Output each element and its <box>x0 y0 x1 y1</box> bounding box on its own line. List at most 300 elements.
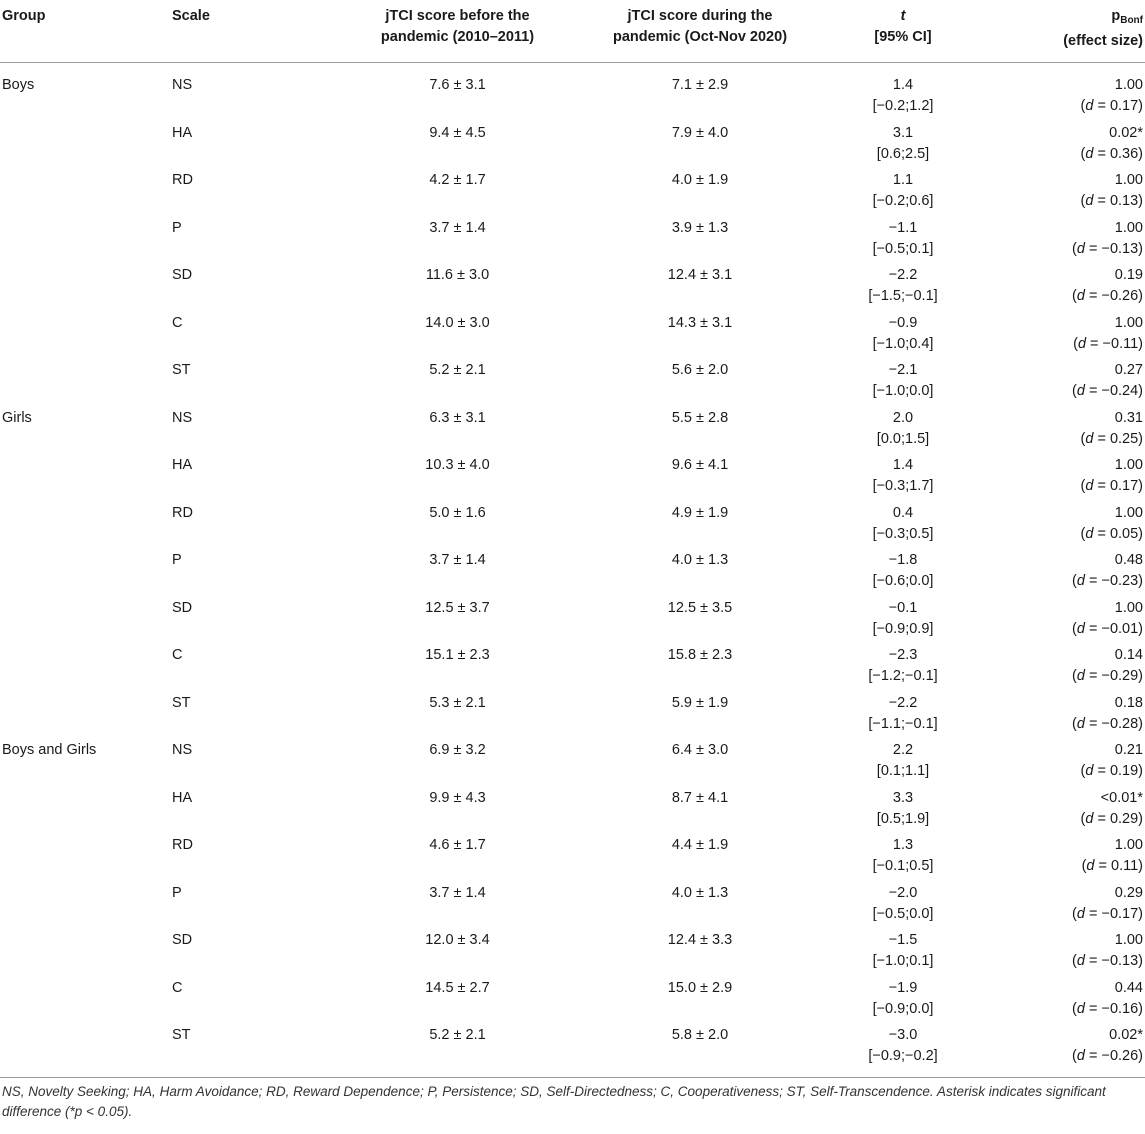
table-row <box>0 645 1145 693</box>
effect-d-symbol: d <box>1085 763 1094 779</box>
cell-scale: HA <box>172 457 193 473</box>
effect-d-value: = −0.16) <box>1088 1000 1143 1017</box>
effect-open-paren: ( <box>1072 953 1077 969</box>
cell-p-effect <box>1001 503 1145 551</box>
table-row <box>0 503 1145 551</box>
cell-group <box>0 265 172 313</box>
header-p <box>1001 0 1145 63</box>
cell-p-effect <box>1001 360 1145 408</box>
cell-p-value: 1.00 <box>1114 77 1143 93</box>
cell-during: 12.5 ± 3.5 <box>667 599 733 616</box>
cell-effect-size <box>1081 478 1144 494</box>
table-row <box>0 788 1145 836</box>
cell-t-ci <box>805 265 1001 313</box>
table-body <box>0 63 1145 1073</box>
cell-ci-value: [−1.5;−0.1] <box>868 288 938 304</box>
effect-d-symbol: d <box>1076 573 1085 589</box>
cell-t-ci <box>805 930 1001 978</box>
cell-p-effect <box>1001 313 1145 361</box>
cell-t-value: 1.1 <box>892 172 914 188</box>
effect-d-symbol: d <box>1085 810 1094 827</box>
cell-before: 6.3 ± 3.1 <box>429 409 486 426</box>
header-p-main: p <box>1111 8 1121 24</box>
cell-during: 9.6 ± 4.1 <box>671 457 729 473</box>
cell-ci-value: [−1.0;0.4] <box>872 335 934 352</box>
cell-group <box>0 598 172 646</box>
cell-group <box>0 123 172 171</box>
effect-d-symbol: d <box>1085 430 1094 447</box>
effect-d-value: = −0.01) <box>1088 620 1143 637</box>
cell-effect-size <box>1082 858 1143 874</box>
cell-t-value: 3.1 <box>892 124 914 141</box>
cell-p-value: 0.14 <box>1114 647 1143 663</box>
cell-p-effect <box>1001 835 1145 883</box>
cell-effect-size <box>1081 98 1144 114</box>
cell-t-ci <box>805 645 1001 693</box>
header-before <box>320 0 595 63</box>
cell-scale: SD <box>172 599 193 616</box>
header-scale: Scale <box>172 8 210 24</box>
cell-p-value: 0.31 <box>1114 409 1143 426</box>
cell-scale: RD <box>172 837 193 853</box>
effect-d-symbol: d <box>1085 525 1094 542</box>
cell-before: 6.9 ± 3.2 <box>429 742 486 758</box>
cell-t-ci <box>805 218 1001 266</box>
cell-before: 4.6 ± 1.7 <box>429 837 486 853</box>
cell-before: 14.0 ± 3.0 <box>425 314 490 331</box>
cell-before: 15.1 ± 2.3 <box>425 647 490 663</box>
effect-d-value: = −0.23) <box>1088 573 1143 589</box>
cell-during: 4.0 ± 1.3 <box>671 884 729 901</box>
cell-t-ci <box>805 503 1001 551</box>
cell-before: 3.7 ± 1.4 <box>429 552 486 568</box>
cell-p-effect <box>1001 1025 1145 1073</box>
effect-d-symbol: d <box>1077 335 1087 352</box>
cell-p-value: 0.19 <box>1114 267 1143 283</box>
cell-effect-size <box>1081 431 1144 447</box>
cell-effect-size <box>1072 573 1143 589</box>
cell-group <box>0 218 172 266</box>
cell-t-ci <box>805 978 1001 1026</box>
cell-group <box>0 645 172 693</box>
cell-effect-size <box>1081 146 1144 162</box>
effect-d-value: = −0.26) <box>1088 288 1143 304</box>
cell-scale: SD <box>172 932 193 948</box>
cell-p-effect <box>1001 408 1145 456</box>
cell-effect-size <box>1081 811 1144 827</box>
cell-p-effect <box>1001 265 1145 313</box>
cell-during: 7.1 ± 2.9 <box>671 77 729 93</box>
cell-group <box>0 170 172 218</box>
cell-t-ci <box>805 693 1001 741</box>
cell-group <box>0 788 172 836</box>
cell-t-value: −1.9 <box>888 979 918 996</box>
table-footnote: NS, Novelty Seeking; HA, Harm Avoidance; RD, Reward Dependence; P, Persistence; SD, Self-Directedness; C, Cooperativeness; ST, Self-Transcendence. Asterisk indicates significant difference (*p < 0.05). <box>2 1083 1106 1119</box>
table-row <box>0 693 1145 741</box>
cell-during: 3.9 ± 1.3 <box>671 219 729 236</box>
cell-group: Girls <box>2 409 32 426</box>
cell-ci-value: [−0.3;0.5] <box>872 525 934 542</box>
cell-t-value: −2.3 <box>888 647 918 663</box>
effect-open-paren: ( <box>1072 715 1077 732</box>
header-before-line2: pandemic (2010–2011) <box>380 29 535 45</box>
cell-t-ci <box>805 170 1001 218</box>
effect-d-symbol: d <box>1076 1000 1085 1017</box>
cell-effect-size <box>1072 1001 1143 1017</box>
header-group: Group <box>2 8 46 24</box>
cell-p-value: 0.18 <box>1114 694 1143 711</box>
cell-during: 4.0 ± 1.9 <box>671 172 729 188</box>
effect-open-paren: ( <box>1072 905 1077 922</box>
cell-scale: RD <box>172 172 193 188</box>
effect-d-value: = 0.36) <box>1097 145 1143 162</box>
cell-ci-value: [−0.9;0.0] <box>872 1000 934 1017</box>
cell-ci-value: [0.1;1.1] <box>876 763 930 779</box>
cell-ci-value: [−0.6;0.0] <box>872 573 934 589</box>
cell-t-ci <box>805 598 1001 646</box>
cell-before: 4.2 ± 1.7 <box>429 172 486 188</box>
cell-t-value: 1.4 <box>892 77 914 93</box>
effect-d-symbol: d <box>1076 1048 1085 1064</box>
cell-before: 10.3 ± 4.0 <box>425 457 490 473</box>
cell-p-effect <box>1001 740 1145 788</box>
cell-scale: NS <box>172 77 193 93</box>
cell-t-value: 1.4 <box>892 457 914 473</box>
cell-effect-size <box>1072 1048 1143 1064</box>
table-row <box>0 170 1145 218</box>
table-row <box>0 218 1145 266</box>
cell-scale: ST <box>172 1027 191 1043</box>
cell-before: 5.2 ± 2.1 <box>429 1027 486 1043</box>
effect-d-symbol: d <box>1076 668 1085 684</box>
cell-p-value: 0.48 <box>1114 552 1143 568</box>
cell-t-value: −0.9 <box>888 314 918 331</box>
effect-d-symbol: d <box>1076 288 1085 304</box>
table-row <box>0 455 1145 503</box>
cell-t-ci <box>805 835 1001 883</box>
effect-d-symbol: d <box>1076 715 1085 732</box>
effect-open-paren: ( <box>1081 858 1087 874</box>
table-row <box>0 1025 1145 1073</box>
cell-group <box>0 978 172 1026</box>
cell-effect-size <box>1072 953 1143 969</box>
effect-d-symbol: d <box>1085 98 1094 114</box>
cell-group <box>0 930 172 978</box>
header-during-line1: jTCI score during the <box>627 8 773 24</box>
cell-t-value: −2.1 <box>888 362 918 378</box>
cell-effect-size <box>1081 763 1144 779</box>
effect-d-value: = 0.29) <box>1097 810 1143 827</box>
effect-d-value: = 0.11) <box>1098 858 1143 874</box>
cell-ci-value: [−1.1;−0.1] <box>868 715 938 732</box>
effect-d-symbol: d <box>1085 193 1094 209</box>
cell-effect-size <box>1073 336 1143 352</box>
cell-ci-value: [−0.5;0.0] <box>872 905 934 922</box>
cell-during: 15.0 ± 2.9 <box>667 979 733 996</box>
cell-group: Boys <box>2 77 35 93</box>
cell-before: 11.6 ± 3.0 <box>425 267 490 283</box>
cell-before: 7.6 ± 3.1 <box>429 77 486 93</box>
effect-d-value: = −0.28) <box>1088 715 1143 732</box>
cell-p-value: 0.02* <box>1109 1027 1143 1043</box>
cell-t-value: −1.1 <box>888 219 918 236</box>
header-p-line2: (effect size) <box>1063 33 1143 49</box>
effect-d-value: = 0.17) <box>1097 98 1143 114</box>
header-during <box>595 0 805 63</box>
cell-before: 5.2 ± 2.1 <box>429 362 486 378</box>
effect-d-symbol: d <box>1076 953 1085 969</box>
cell-effect-size <box>1072 383 1143 399</box>
table-row <box>0 930 1145 978</box>
cell-p-value: 0.27 <box>1114 362 1143 378</box>
cell-effect-size <box>1081 526 1144 542</box>
cell-p-value: 1.00 <box>1114 172 1143 188</box>
cell-during: 5.6 ± 2.0 <box>671 362 729 378</box>
effect-d-value: = −0.13) <box>1088 240 1143 257</box>
effect-open-paren: ( <box>1072 288 1077 304</box>
cell-group <box>0 550 172 598</box>
cell-t-value: −2.2 <box>888 267 918 283</box>
header-t-line1: t <box>900 8 906 24</box>
effect-open-paren: ( <box>1072 573 1077 589</box>
cell-during: 4.4 ± 1.9 <box>671 837 729 853</box>
cell-effect-size <box>1072 668 1143 684</box>
cell-p-effect <box>1001 693 1145 741</box>
header-row <box>0 0 1145 63</box>
cell-before: 3.7 ± 1.4 <box>429 219 486 236</box>
cell-p-value: 1.00 <box>1114 599 1143 616</box>
cell-ci-value: [0.0;1.5] <box>876 430 930 447</box>
effect-d-value: = −0.24) <box>1088 383 1143 399</box>
table-row <box>0 408 1145 456</box>
cell-scale: ST <box>172 694 191 711</box>
effect-d-symbol: d <box>1086 858 1095 874</box>
cell-t-ci <box>805 408 1001 456</box>
table-row <box>0 883 1145 931</box>
cell-p-value: 1.00 <box>1114 314 1143 331</box>
cell-scale: NS <box>172 409 193 426</box>
header-t-line2: [95% CI] <box>874 29 932 45</box>
cell-group <box>0 693 172 741</box>
cell-before: 9.4 ± 4.5 <box>429 124 486 141</box>
table-row <box>0 313 1145 361</box>
table-row <box>0 63 1145 123</box>
cell-during: 15.8 ± 2.3 <box>667 647 733 663</box>
cell-p-effect <box>1001 218 1145 266</box>
cell-effect-size <box>1072 241 1143 257</box>
effect-open-paren: ( <box>1080 98 1086 114</box>
cell-t-value: −0.1 <box>888 599 918 616</box>
cell-ci-value: [−1.0;0.0] <box>872 383 934 399</box>
header-t <box>805 0 1001 63</box>
cell-scale: HA <box>172 124 193 141</box>
cell-t-value: −2.2 <box>888 694 918 711</box>
effect-open-paren: ( <box>1072 1048 1077 1064</box>
cell-scale: RD <box>172 504 193 521</box>
effect-open-paren: ( <box>1080 763 1086 779</box>
effect-d-value: = 0.19) <box>1097 763 1143 779</box>
cell-p-effect <box>1001 63 1145 123</box>
cell-t-value: −1.5 <box>888 932 918 948</box>
cell-before: 12.5 ± 3.7 <box>425 599 490 616</box>
header-during-line2: pandemic (Oct-Nov 2020) <box>612 29 788 45</box>
table-row <box>0 978 1145 1026</box>
cell-before: 5.0 ± 1.6 <box>429 504 486 521</box>
header-before-line1: jTCI score before the <box>385 8 530 24</box>
cell-before: 3.7 ± 1.4 <box>429 884 486 901</box>
effect-open-paren: ( <box>1072 383 1077 399</box>
table-row <box>0 123 1145 171</box>
cell-during: 5.5 ± 2.8 <box>671 409 729 426</box>
cell-scale: C <box>172 979 183 996</box>
cell-group <box>0 1025 172 1073</box>
cell-effect-size <box>1072 621 1143 637</box>
cell-group <box>0 503 172 551</box>
cell-p-value: 0.02* <box>1109 124 1143 141</box>
cell-during: 8.7 ± 4.1 <box>671 789 729 806</box>
cell-scale: HA <box>172 789 193 806</box>
cell-during: 7.9 ± 4.0 <box>671 124 729 141</box>
cell-t-value: 1.3 <box>892 837 914 853</box>
table-row <box>0 598 1145 646</box>
cell-p-effect <box>1001 550 1145 598</box>
cell-p-effect <box>1001 978 1145 1026</box>
table-row <box>0 835 1145 883</box>
cell-p-effect <box>1001 123 1145 171</box>
cell-ci-value: [−0.1;0.5] <box>872 858 934 874</box>
effect-d-value: = 0.05) <box>1097 525 1143 542</box>
cell-ci-value: [−1.0;0.1] <box>872 953 934 969</box>
cell-effect-size <box>1081 193 1144 209</box>
effect-d-value: = −0.13) <box>1088 953 1143 969</box>
cell-during: 14.3 ± 3.1 <box>667 314 733 331</box>
effect-open-paren: ( <box>1080 810 1086 827</box>
cell-ci-value: [0.6;2.5] <box>876 145 930 162</box>
cell-scale: P <box>172 219 182 236</box>
effect-d-symbol: d <box>1076 383 1085 399</box>
cell-during: 5.9 ± 1.9 <box>671 694 729 711</box>
cell-group <box>0 883 172 931</box>
cell-ci-value: [−0.9;−0.2] <box>868 1048 938 1064</box>
cell-ci-value: [0.5;1.9] <box>876 810 930 827</box>
cell-p-value: 0.21 <box>1114 742 1143 758</box>
effect-open-paren: ( <box>1072 1000 1077 1017</box>
cell-group <box>0 313 172 361</box>
cell-p-value: <0.01* <box>1100 789 1143 806</box>
cell-t-ci <box>805 360 1001 408</box>
effect-d-value: = −0.11) <box>1090 335 1143 352</box>
cell-t-ci <box>805 313 1001 361</box>
cell-ci-value: [−0.5;0.1] <box>872 240 934 257</box>
cell-before: 9.9 ± 4.3 <box>429 789 486 806</box>
cell-before: 14.5 ± 2.7 <box>425 979 490 996</box>
effect-d-symbol: d <box>1085 145 1094 162</box>
cell-group <box>0 455 172 503</box>
cell-ci-value: [−1.2;−0.1] <box>868 668 938 684</box>
cell-effect-size <box>1072 906 1143 922</box>
cell-p-value: 0.44 <box>1114 979 1143 996</box>
cell-p-effect <box>1001 455 1145 503</box>
cell-t-value: −3.0 <box>888 1027 918 1043</box>
cell-scale: NS <box>172 742 193 758</box>
cell-t-ci <box>805 550 1001 598</box>
cell-t-ci <box>805 63 1001 123</box>
cell-p-value: 1.00 <box>1114 837 1143 853</box>
cell-p-value: 0.29 <box>1114 884 1143 901</box>
cell-t-value: 2.2 <box>892 742 914 758</box>
cell-t-ci <box>805 123 1001 171</box>
effect-d-symbol: d <box>1076 905 1085 922</box>
effect-d-value: = −0.29) <box>1088 668 1143 684</box>
effect-d-symbol: d <box>1076 240 1085 257</box>
effect-d-value: = 0.13) <box>1097 193 1143 209</box>
cell-p-effect <box>1001 930 1145 978</box>
table-row <box>0 740 1145 788</box>
cell-ci-value: [−0.3;1.7] <box>872 478 934 494</box>
table-row <box>0 265 1145 313</box>
cell-p-effect <box>1001 645 1145 693</box>
cell-during: 12.4 ± 3.1 <box>667 267 733 283</box>
cell-t-value: −1.8 <box>888 552 918 568</box>
cell-scale: SD <box>172 267 193 283</box>
cell-scale: P <box>172 552 182 568</box>
cell-p-value: 1.00 <box>1114 457 1143 473</box>
effect-d-value: = 0.25) <box>1097 430 1143 447</box>
cell-p-value: 1.00 <box>1114 932 1143 948</box>
cell-t-value: 0.4 <box>892 504 914 521</box>
table-row <box>0 360 1145 408</box>
header-p-sub: Bonf <box>1120 15 1143 26</box>
cell-before: 5.3 ± 2.1 <box>429 694 486 711</box>
effect-open-paren: ( <box>1073 335 1078 352</box>
cell-t-value: 3.3 <box>892 789 914 806</box>
cell-during: 4.9 ± 1.9 <box>671 504 729 521</box>
effect-open-paren: ( <box>1072 668 1077 684</box>
cell-p-value: 1.00 <box>1114 219 1143 236</box>
effect-d-value: = −0.17) <box>1088 905 1143 922</box>
cell-group <box>0 835 172 883</box>
cell-scale: C <box>172 647 183 663</box>
cell-group <box>0 360 172 408</box>
cell-t-value: 2.0 <box>892 409 914 426</box>
cell-during: 5.8 ± 2.0 <box>671 1027 729 1043</box>
cell-ci-value: [−0.9;0.9] <box>872 620 934 637</box>
cell-p-effect <box>1001 170 1145 218</box>
cell-t-ci <box>805 788 1001 836</box>
cell-p-effect <box>1001 788 1145 836</box>
cell-scale: ST <box>172 362 191 378</box>
cell-p-effect <box>1001 883 1145 931</box>
effect-d-symbol: d <box>1076 620 1085 637</box>
effect-open-paren: ( <box>1072 620 1077 637</box>
effect-open-paren: ( <box>1080 145 1086 162</box>
cell-p-effect <box>1001 598 1145 646</box>
effect-open-paren: ( <box>1080 430 1086 447</box>
effect-open-paren: ( <box>1080 525 1086 542</box>
cell-t-ci <box>805 1025 1001 1073</box>
effect-open-paren: ( <box>1080 193 1086 209</box>
cell-scale: C <box>172 314 183 331</box>
effect-d-value: = 0.17) <box>1097 478 1143 494</box>
cell-t-value: −2.0 <box>888 884 918 901</box>
cell-during: 12.4 ± 3.3 <box>667 932 733 948</box>
cell-effect-size <box>1072 288 1143 304</box>
table-header <box>0 0 1145 63</box>
cell-before: 12.0 ± 3.4 <box>425 932 490 948</box>
cell-ci-value: [−0.2;1.2] <box>872 98 934 114</box>
cell-p-value: 1.00 <box>1114 504 1143 521</box>
cell-scale: P <box>172 884 182 901</box>
